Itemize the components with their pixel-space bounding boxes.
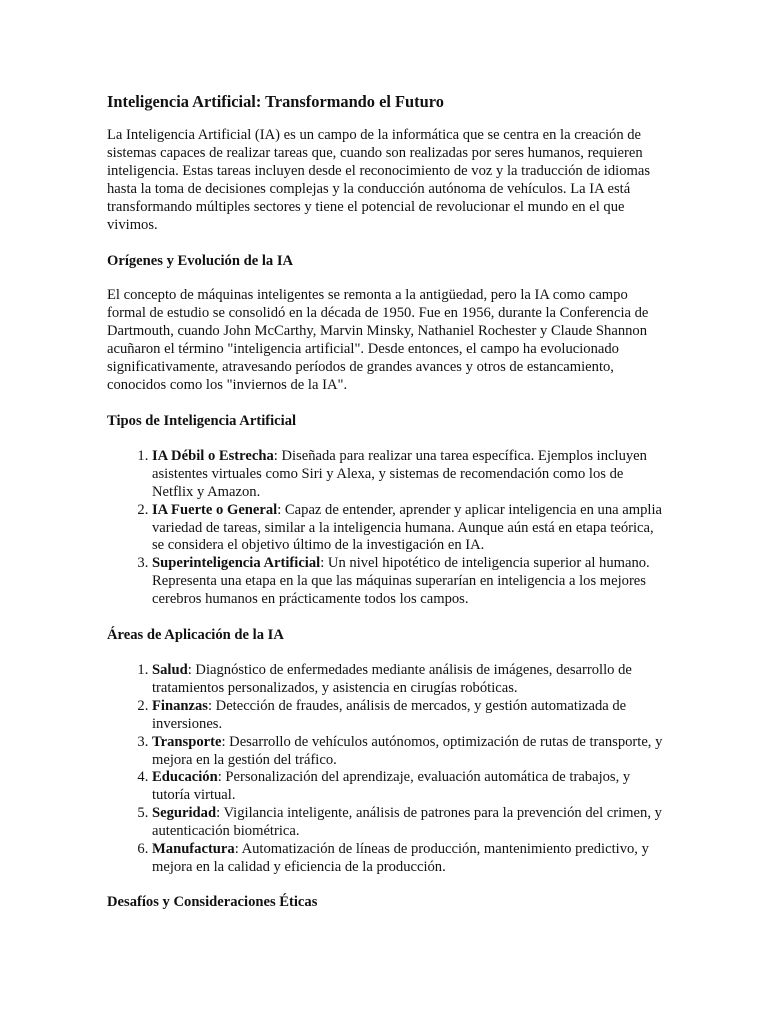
list-item-text: : Vigilancia inteligente, análisis de patrones para la prevención del crimen, y autenticación biométrica. [152,805,662,840]
list-item-term: Superinteligencia Artificial [152,555,321,572]
areas-heading: Áreas de Aplicación de la IA [107,627,284,644]
list-item [152,448,663,502]
list-item-term: IA Fuerte o General [152,501,278,518]
list-item-text: : Diseñada para realizar una tarea específica. Ejemplos incluyen asistentes virtuales como Siri y Alexa, y sistemas de recomendación como los de Netflix y Amazon. [152,447,647,500]
list-item-text: : Un nivel hipotético de inteligencia superior al humano. Representa una etapa en la que las máquinas superarían en inteligencia a los mejores cerebros humanos en prácticamente todos los campos. [152,555,650,608]
list-item-term: Finanzas [152,697,208,714]
document-page [107,92,663,927]
list-item [152,805,663,841]
intro-paragraph: La Inteligencia Artificial (IA) es un campo de la informática que se centra en la creación de sistemas capaces de realizar tareas que, cuando son realizadas por seres humanos, requieren inteligencia. Estas tareas incluyen desde el reconocimiento de voz y la traducción de idiomas hasta la toma de decisiones complejas y la conducción autónoma de vehículos. La IA está transformando múltiples sectores y tiene el potencial de revolucionar el mundo en el que vivimos. [107,127,651,233]
areas-list [107,662,663,877]
list-item-text: : Diagnóstico de enfermedades mediante análisis de imágenes, desarrollo de tratamientos personalizados, y asistencia en cirugías robóticas. [152,662,632,696]
types-heading: Tipos de Inteligencia Artificial [107,412,297,429]
list-item-term: IA Débil o Estrecha [152,447,274,464]
list-item-term: Educación [152,769,218,786]
origins-paragraph: El concepto de máquinas inteligentes se remonta a la antigüedad, pero la IA como campo formal de estudio se consolidó en la década de 1950. Fue en 1956, durante la Conferencia de Dartmouth, cuando John McCarthy, Marvin Minsky, Nathaniel Rochester y Claude Shannon acuñaron el término "inteligencia artificial". Desde entonces, el campo ha evolucionado significativamente, atravesando períodos de grandes avances y otros de estancamiento, conocidos como los "inviernos de la IA". [107,287,649,393]
list-item-text: : Automatización de líneas de producción, mantenimiento predictivo, y mejora en la calidad y eficiencia de la producción. [152,841,649,875]
list-item-text: : Detección de fraudes, análisis de mercados, y gestión automatizada de inversiones. [152,697,627,732]
list-item-term: Salud [152,662,188,679]
origins-heading: Orígenes y Evolución de la IA [107,253,294,270]
list-item [152,502,663,556]
challenges-heading: Desafíos y Consideraciones Éticas [107,893,318,910]
list-item-text: : Desarrollo de vehículos autónomos, optimización de rutas de transporte, y mejora en la gestión del tráfico. [152,733,663,768]
list-item-term: Transporte [152,733,222,750]
list-item-term: Manufactura [152,841,235,858]
list-item [152,734,663,770]
list-item [152,662,663,698]
list-item [152,555,663,609]
list-item-text: : Capaz de entender, aprender y aplicar inteligencia en una amplia variedad de tareas, similar a la inteligencia humana. Aunque aún está en etapa teórica, se considera el objetivo último de la investigación en IA. [152,501,662,554]
types-list [107,448,663,609]
document-title: Inteligencia Artificial: Transformando el Futuro [107,92,444,111]
list-item-term: Seguridad [152,805,217,822]
list-item-text: : Personalización del aprendizaje, evaluación automática de trabajos, y tutoría virtual. [152,769,631,804]
list-item [152,769,663,805]
list-item [152,841,663,877]
list-item [152,698,663,734]
